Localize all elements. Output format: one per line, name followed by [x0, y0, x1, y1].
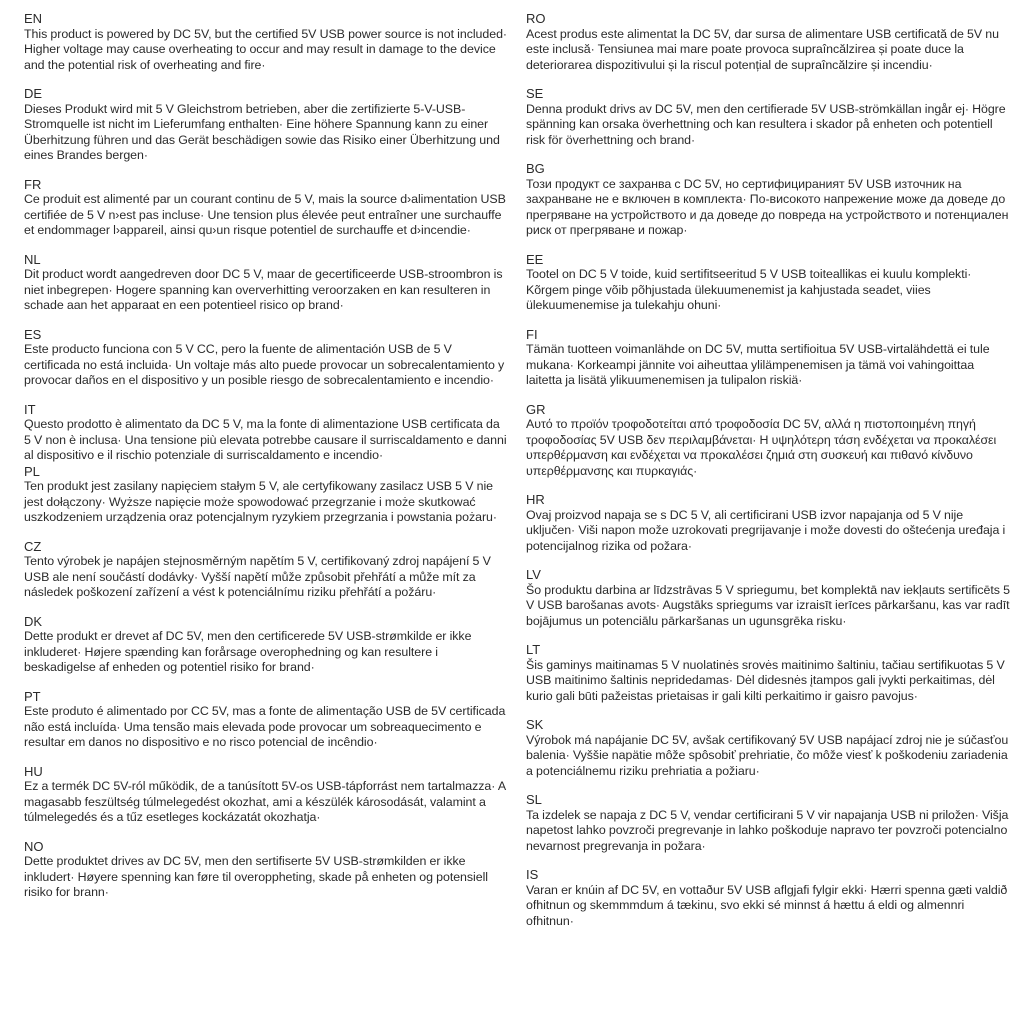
language-code-label: FI	[526, 326, 538, 342]
language-code-label: IT	[24, 401, 36, 417]
warning-text: Šis gaminys maitinamas 5 V nuolatinės srovės maitinimo šaltiniu, tačiau sertifikuotas 5 V USB maitinimo šaltinis nepridedamas· Dėl didesnės įtampos gali įvykti perkaitimas, dėl kurio gali būti pažeistas prietaisas ir gali kilti perkaitimo ir gaisro pavojus·	[526, 657, 1005, 703]
warning-text: Varan er knúin af DC 5V, en vottaður 5V USB aflgjafi fylgir ekki· Hærri spenna gæti valdið ofhitnun og skemmmdum á tækinu, svo ekki sé minnst á hættu á eldi og almennri ofhitnun·	[526, 882, 1008, 928]
language-section-is	[526, 867, 1010, 929]
language-section-ro	[526, 11, 1010, 73]
warning-text: Ce produit est alimenté par un courant continu de 5 V, mais la source d›alimentation USB certifiée de 5 V n›est pas incluse· Une tension plus élevée peut entraîner une surchauffe et endommager l›appareil, ainsi qu›un risque potentiel de surchauffe et d›incendie·	[24, 192, 506, 237]
warning-text: Questo prodotto è alimentato da DC 5 V, ma la fonte di alimentazione USB certificata da 5 V non è inclusa· Una tensione più elevata potrebbe causare il surriscaldamento e danni al dispositivo e il rischio potenziale di surriscaldamento e incendio·	[24, 417, 507, 462]
language-code-label: SL	[526, 792, 542, 807]
warning-text: Dette produkt er drevet af DC 5V, men den certificerede 5V USB-strømkilde er ikke inkluderet· Højere spænding kan forårsage overophedning og kan resultere i beskadigelse af enheden og potentiel risiko for brand·	[24, 629, 472, 674]
column-left	[24, 11, 508, 1024]
warning-text: Denna produkt drivs av DC 5V, men den certifierade 5V USB-strömkällan ingår ej· Högre spänning kan orsaka överhettning och kan resultera i skador på enheten och potentiell risk för överhettning och brand·	[526, 101, 1006, 147]
language-section-en	[24, 11, 508, 73]
warning-text: Tento výrobek je napájen stejnosměrným napětím 5 V, certifikovaný zdroj napájení 5 V USB ale není součástí dodávky· Vyšší napětí může způsobit přehřátí a může mít za následek poškození zařízení a vést k potenciálnímu riziku přehřátí a požáru·	[24, 554, 491, 599]
language-section-hr	[526, 492, 1010, 554]
warning-text: This product is powered by DC 5V, but the certified 5V USB power source is not included· Higher voltage may cause overheating to occur and may result in damage to the device and the potential risk of overheating and fire·	[24, 26, 507, 72]
language-code-label: PT	[24, 688, 41, 704]
language-section-ee	[526, 252, 1010, 314]
language-code-label: GR	[526, 401, 546, 417]
language-code-label: DE	[24, 86, 43, 101]
language-section-it	[24, 402, 508, 464]
language-code-label: RO	[526, 11, 546, 26]
language-code-label: EN	[24, 11, 43, 26]
warning-text: Този продукт се захранва с DC 5V, но сертифицираният 5V USB източник на захранване не е включен в комплекта· По-високото напрежение може да доведе до прегряване на устройството и да доведе до повреда на устройството и потенциален риск от прегряване и пожар·	[526, 176, 1009, 237]
language-code-label: SE	[526, 86, 544, 101]
warning-text: Ovaj proizvod napaja se s DC 5 V, ali certificirani USB izvor napajanja od 5 V nije uključen· Viši napon može uzrokovati pregrijavanje i može dovesti do oštećenja uređaja i potencijalnog rizika od požara·	[526, 507, 1006, 553]
language-code-label: NL	[24, 251, 41, 267]
warning-text: Dit product wordt aangedreven door DC 5 V, maar de gecertificeerde USB-stroombron is niet inbegrepen· Hogere spanning kan oververhitting veroorzaken en kan resulteren in schade aan het apparaat en een potentieel risico op brand·	[24, 267, 503, 312]
warning-text: Výrobok má napájanie DC 5V, avšak certifikovaný 5V USB napájací zdroj nie je súčasťou balenia· Vyššie napätie môže spôsobiť prehriatie, čo môže viesť k poškodeniu zariadenia a potenciálnemu riziku prehriatia a požiaru·	[526, 732, 1009, 778]
language-section-sk	[526, 717, 1010, 779]
language-section-fi	[526, 327, 1010, 389]
warning-text: Este producto funciona con 5 V CC, pero la fuente de alimentación USB de 5 V certificada no está incluida· Un voltaje más alto puede provocar un sobrecalentamiento y provocar daños en el dispositivo y un posible riesgo de sobrecalentamiento e incendio·	[24, 342, 505, 387]
warning-text: Šo produktu darbina ar līdzstrāvas 5 V spriegumu, bet komplektā nav iekļauts sertificēts 5 V USB barošanas avots· Augstāks spriegums var izraisīt ierīces pārkaršanu, kas var radīt bojājumus un potenciālu pārkaršanas un ugunsgrēka risku·	[526, 582, 1010, 628]
language-section-de	[24, 86, 508, 164]
warning-text: Αυτό το προϊόν τροφοδοτείται από τροφοδοσία DC 5V, αλλά η πιστοποιημένη πηγή τροφοδοσίας 5V USB δεν περιλαμβάνεται· Η υψηλότερη τάση ενδέχεται να προκαλέσει υπερθέρμανση και ενδέχεται να προκαλέσει ζημιά στη συσκευή και πιθανό κίνδυνο υπερθέρμανσης και πυρκαγιάς·	[526, 417, 997, 478]
language-section-bg	[526, 161, 1010, 239]
language-section-cz	[24, 539, 508, 601]
language-section-nl	[24, 252, 508, 314]
language-section-dk	[24, 614, 508, 676]
language-code-label: ES	[24, 326, 42, 342]
language-code-label: LV	[526, 567, 541, 582]
language-section-se	[526, 86, 1010, 148]
language-code-label: SK	[526, 717, 544, 732]
language-code-label: HR	[526, 492, 545, 507]
warning-text: Tämän tuotteen voimanlähde on DC 5V, mutta sertifioitua 5V USB-virtalähdettä ei tule mukana· Korkeampi jännite voi aiheuttaa ylilämpenemisen ja tämä voi vahingoittaa laitetta ja lisätä ylikuumenemisen ja tulipalon riskiä·	[526, 342, 990, 387]
language-section-sl	[526, 792, 1010, 854]
warning-text: Tootel on DC 5 V toide, kuid sertifitseeritud 5 V USB toiteallikas ei kuulu komplekti· Kõrgem pinge võib põhjustada ülekuumenemist ja kahjustada seadet, viies ülekuumenemise ja tulekahju ohuni·	[526, 267, 972, 312]
language-section-lv	[526, 567, 1010, 629]
language-code-label: PL	[24, 463, 40, 479]
language-code-label: BG	[526, 161, 545, 176]
language-section-hu	[24, 764, 508, 826]
warning-text: Este produto é alimentado por CC 5V, mas a fonte de alimentação USB de 5V certificada não está incluída· Uma tensão mais elevada pode provocar um sobreaquecimento e resultar em danos no dispositivo e no risco potencial de incêndio·	[24, 704, 506, 749]
language-section-lt	[526, 642, 1010, 704]
language-code-label: DK	[24, 613, 43, 629]
language-section-gr	[526, 402, 1010, 480]
column-right	[526, 11, 1010, 1024]
language-section-fr	[24, 177, 508, 239]
language-code-label: NO	[24, 838, 44, 854]
language-code-label: HU	[24, 763, 43, 779]
language-section-pt	[24, 689, 508, 751]
language-code-label: CZ	[24, 538, 42, 554]
language-code-label: EE	[526, 251, 544, 267]
language-section-no	[24, 839, 508, 901]
warning-text: Dieses Produkt wird mit 5 V Gleichstrom betrieben, aber die zertifizierte 5-V-USB-Stromquelle ist nicht im Lieferumfang enthalten· Eine höhere Spannung kann zu einer Überhitzung führen und das Gerät beschädigen sowie das Risiko einer Überhitzung und eines Brandes bergen·	[24, 101, 500, 162]
language-section-pl	[24, 464, 508, 526]
warning-text: Ten produkt jest zasilany napięciem stałym 5 V, ale certyfikowany zasilacz USB 5 V nie jest dołączony· Wyższe napięcie może spowodować przegrzanie i może skutkować uszkodzeniem urządzenia oraz potencjalnym ryzykiem przegrzania i powstania pożaru·	[24, 479, 497, 524]
language-code-label: LT	[526, 642, 541, 657]
warning-text: Ta izdelek se napaja z DC 5 V, vendar certificirani 5 V vir napajanja USB ni priložen· Višja napetost lahko povzroči pregrevanje in lahko poškoduje napravo ter povzroči potencialno nevarnost pregrevanja in požara·	[526, 807, 1009, 853]
warning-text: Acest produs este alimentat la DC 5V, dar sursa de alimentare USB certificată de 5V nu este inclusă· Tensiunea mai mare poate provoca supraîncălzirea și poate duce la deteriorarea dispozitivului și la riscul potențial de supraîncălzire și incendiu·	[526, 26, 999, 72]
warning-text: Ez a termék DC 5V-ról működik, de a tanúsított 5V-os USB-tápforrást nem tartalmazza· A magasabb feszültség túlmelegedést okozhat, ami a készülék károsodását, valamint a túlmelegedés és a tűz esetleges kockázatát okozhatja·	[24, 779, 506, 824]
language-section-es	[24, 327, 508, 389]
language-code-label: IS	[526, 867, 539, 882]
warning-text: Dette produktet drives av DC 5V, men den sertifiserte 5V USB-strømkilden er ikke inkludert· Høyere spenning kan føre til overoppheting, skade på enheten og potensiell risiko for brann·	[24, 854, 488, 899]
language-code-label: FR	[24, 176, 42, 192]
